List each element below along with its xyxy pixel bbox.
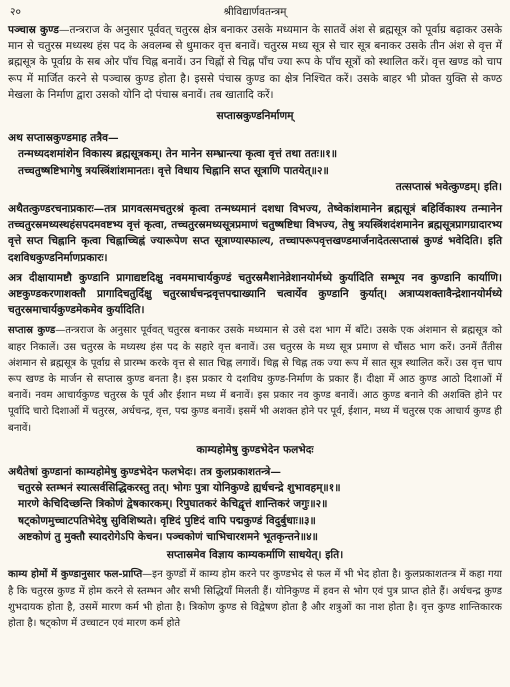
paragraph-kamya-homa xyxy=(8,567,502,632)
paragraph-lead: काम्य होमों में कुण्डानुसार फल-प्राप्ति xyxy=(8,569,143,581)
verse-line: तन्मध्यदशमांशेन विकास्य ब्रह्मसूत्रकम्। तेन मानेन सम्भ्रान्त्या कृत्वा वृत्तं तथा ततः॥१॥ xyxy=(18,148,338,161)
paragraph-lead: पञ्चास्र कुण्ड xyxy=(8,24,59,36)
verse-close: सप्तास्रमेव विज्ञाय काम्यकर्माणि साधयेत्। इति। xyxy=(166,549,344,562)
verse-line: तत्सप्तास्रं भवेत्कुण्डम्। इति। xyxy=(395,180,502,193)
paragraph-pancasra xyxy=(8,22,502,103)
section-heading-phalabheda: काम्यहोमेषु कुण्डभेदेन फलभेदः xyxy=(196,443,314,456)
page-number: २० xyxy=(10,6,21,18)
page-header xyxy=(8,4,502,20)
paragraph-text: —तन्त्रराज के अनुसार पूर्ववत् चतुरस्र बनाकर उसके मध्यमान से उसे दश भाग में बाँटे। उसके एक अंशमान से ब्रह्मसूत्र को बाहर निकालें। उस चतुरस्र के मध्यस्थ हंस पद के सहारे वृत्त बनावें। उस चतुरस्र के मध्य सूत्र प्रमाण से चौंसठ भाग करें। उनमें तैंतीस अंशमान से ब्रह्मसूत्र के पूर्वाग्र से प्रारम्भ करके वृत्त से सात चिह्न लगावें। चिह्न से चिह्न तक ज्या रूप में सात सूत्र स्थालित करें। उस वृत्त चाप रूप खण्ड के मार्जन से सप्तास्र कुण्ड बनता है। इस प्रकार ये दशविध कुण्ड-निर्माण के प्रकार हैं। दीक्षा में आठ कुण्ड आठो दिशाओं में बनावें। नवम आचार्यकुण्ड चतुरस्र के पूर्व और ईशान मध्य में बनावें। इस प्रकार नव कुण्ड बनावें। आठ कुण्ड बनाने की अशक्ति होने पर पूर्वादि चारो दिशाओं में चतुरस्र, अर्धचन्द्र, वृत्त, पद्म कुण्ड बनावें। इसमें भी अशक्त होने पर पूर्व, ईशान, मध्य में चतुरस्र एक आचार्य कुण्ड ही बनावें। xyxy=(8,325,502,434)
paragraph-lead: सप्तास्र कुण्ड xyxy=(8,325,56,337)
verse-line: चतुरस्रे स्तम्भनं स्यात्सर्वसिद्धिकरस्तु तत्। भोगः पुत्रा योनिकुण्डे ह्यर्धचन्द्रे शुभावहम्॥१॥ xyxy=(18,482,341,495)
verse-line: षट्कोणमुच्चाटपतिभेदेषु सुविशिष्यते। वृष्टिदं पुष्टिदं वापि पद्मकुण्डं विदुर्बुधाः॥३॥ xyxy=(18,514,316,527)
verse-intro: अथैतेषां कुण्डानां काम्यहोमेषु कुण्डभेदेन फलभेदः। तत्र कुलप्रकाशतन्त्रे— xyxy=(8,466,281,479)
paragraph-lead: अथैतत्कुण्डरचनाप्रकारः xyxy=(8,203,94,216)
paragraph-text: —इन कुण्डों में काम्य होम करने पर कुण्डभेद से फल में भी भेद होता है। कुलप्रकाशतन्त्र में कहा गया है कि चतुरस्र कुण्ड में होम करने से स्तम्भन और सभी सिद्धियाँ मिलती हैं। योनिकुण्ड में हवन से भोग एवं पुत्र प्राप्त होते हैं। अर्धचन्द्र कुण्ड शुभदायक होता है, उसमें मारण कर्म भी होता है। त्रिकोण कुण्ड से विद्वेषण होता है और शत्रुओं का नाश होता है। वृत्त कुण्ड शान्तिकारक होता है। षट्कोण में उच्चाटन एवं मारण कर्म होते xyxy=(8,569,502,629)
paragraph-rachana xyxy=(8,201,502,266)
paragraph-diksha: अत्र दीक्षायामष्टौ कुण्डानि प्रागाद्यष्टदिक्षु नवममाचार्यकुण्डं चतुरस्रमैशानेव्रेशानयोर्मध्ये कुर्यादिति सम्भूय नव कुण्डानि कार्याणि। अष्टकुण्डकरणाशक्तौ प्रागादिचतुर्दिक्षु चतुरस्रार्धचन्द्रवृत्तपद्माख्यानि चत्वार्येव कुण्डानि कुर्यात्। अत्राप्यशक्तावैन्द्रेशानयोर्मध्ये चतुरस्रमाचार्यकुण्डमेकमेव कुर्यादिति। xyxy=(8,271,502,317)
paragraph-text: —तत्र प्रागवत्समचतुरश्रं कृत्वा तन्मध्यमानं दशधा विभज्य, तेष्वेकांशमानेन ब्रह्मसूत्रं बहिर्विकाश्य तन्मानेन तच्चतुरस्रमध्यस्थहंसपदमवष्टभ्य वृत्तं कृत्वा, तच्चतुरस्रमध्यसूत्रप्रमाणं चतुष्षष्टिधा विभज्य, तेषु त्रयस्त्रिंशदंशमानेन ब्रह्मसूत्रप्रागग्रादारभ्य वृत्ते सप्त चिह्नानि कृत्वा चिह्नाच्चिह्नं ज्यारूपेण सप्त सूत्राण्यास्फाल्य, तच्चापरूपवृत्तखण्डमार्जनादेतत्सप्तास्रं कुण्डं भवेदिति। इति दशविधकुण्डनिर्माणप्रकारः। xyxy=(8,203,502,264)
verse-intro: अथ सप्तास्रकुण्डमाह तत्रैव— xyxy=(8,132,119,145)
running-title: श्रीविद्यार्णवतन्त्रम् xyxy=(223,6,287,18)
paragraph-text: —तन्त्रराज के अनुसार पूर्ववत् चतुरस्र क्षेत्र बनाकर उसके मध्यमान के सातवें अंश से ब्रह्मसूत्र को पूर्वाग्र बढ़ाकर उसके मान से चतुरस्र मध्यस्थ हंस पद के अवलम्ब से धुमाकर वृत्त बनावें। चतुरस्र मध्य सूत्र से चार सूत्र बनाकर उसके तीन अंश से वृत्त में ब्रह्मसूत्र के पूर्वाग्र के सब ओर पाँच चिह्न बनावें। उन चिह्नों से चिह्न पाँच ज्या रूप के पाँच सूत्रों को स्थालित करें। वृत्त खण्ड को चाप रूप में मार्जित करने से पञ्चास्र कुण्ड होता है। इससे पंचास्र कुण्ड का क्षेत्र निश्चित करें। उसके बाहर भी प्रोक्त युक्ति से कण्ठ मेखला के निर्माण द्वारा उसको योनि दो पंचास्र बनावें। तब खातादि करें। xyxy=(8,24,502,101)
verse-line: मारणे केचिदिच्छन्ति त्रिकोणं द्वेषकारकम्। रिपुघातकरं केचिद्वृत्तं शान्तिकरं जगुः॥२॥ xyxy=(18,498,328,511)
section-heading-saptasra: सप्तास्रकुण्डनिर्माणम् xyxy=(216,110,294,123)
verse-line: तच्चतुष्षष्टिभागेषु त्रयस्त्रिंशांशमानतः। वृत्ते विधाय चिह्नानि सप्त सूत्राणि पातयेत्॥२॥ xyxy=(18,164,329,177)
paragraph-saptasra-hindi xyxy=(8,323,502,436)
verse-line: अष्टकोणं तु मुक्तौ स्यादरोगेऽपि केचन। पञ्चकोणं चाभिचारशमने भूतकृन्तने॥४॥ xyxy=(18,530,318,543)
